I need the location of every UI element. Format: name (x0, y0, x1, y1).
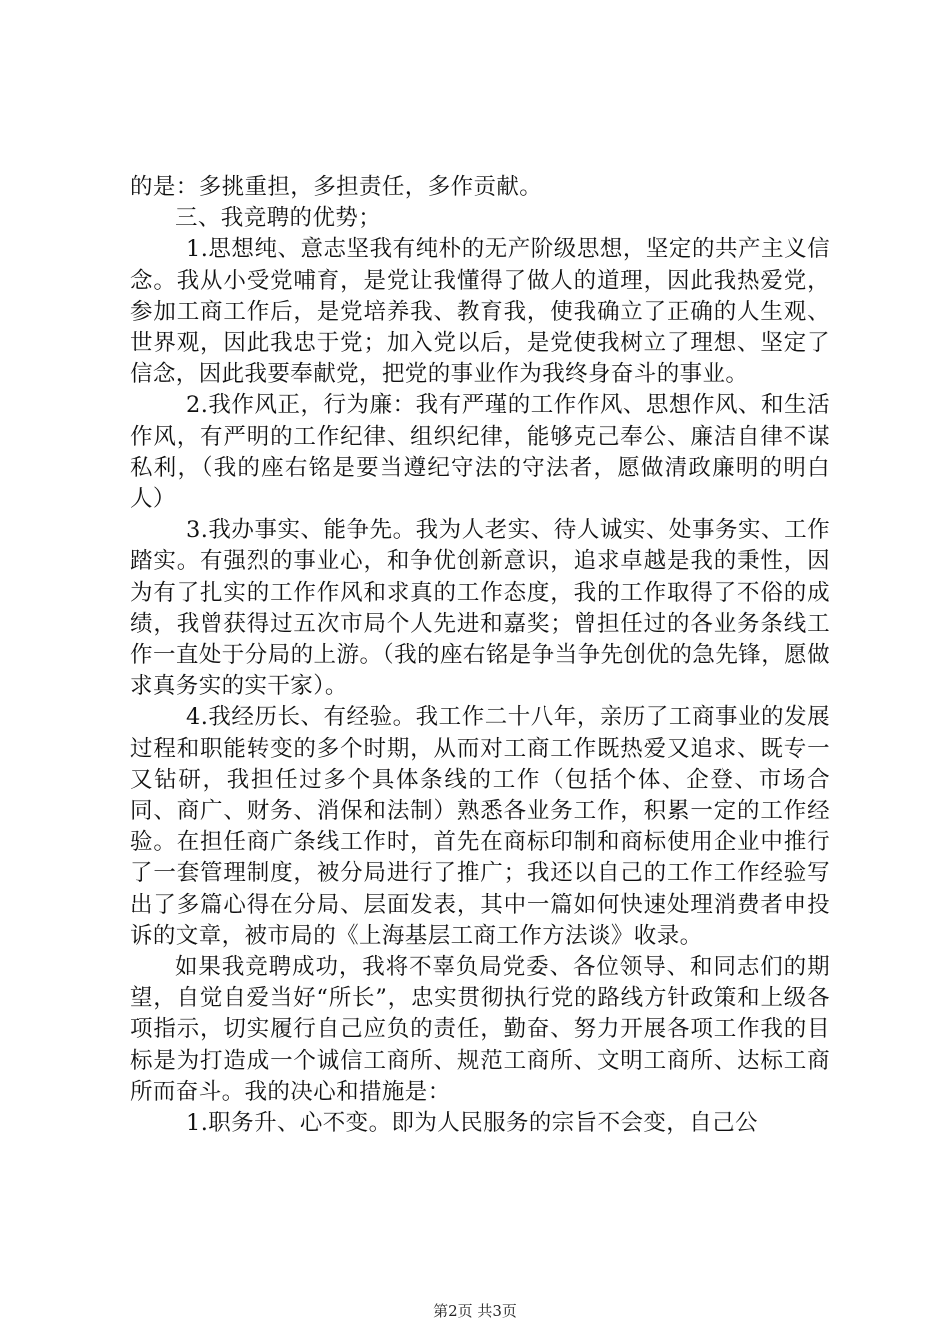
paragraph-measure-1: 1.职务升、心不变。即为人民服务的宗旨不会变，自己公 (186, 1110, 758, 1137)
document-body (130, 172, 830, 1139)
paragraph-goals: 如果我竞聘成功，我将不辜负局党委、各位领导、和同志们的期望，自觉自爱当好“所长”，忠实贯彻执行党的路线方针政策和上级各项指示，切实履行自己应负的责任，勤奋、努力开展各项工作我的目标是为打造成一个诚信工商所、规范工商所、文明工商所、达标工商所而奋斗。我的决心和措施是： (130, 954, 830, 1105)
page-number-footer: 第2页 共3页 (433, 1302, 517, 1320)
paragraph-advantage-3: 3.我办事实、能争先。我为人老实、待人诚实、处事务实、工作踏实。有强烈的事业心，和争优创新意识，追求卓越是我的秉性，因为有了扎实的工作作风和求真的工作态度，我的工作取得了不俗的成绩，我曾获得过五次市局个人先进和嘉奖；曾担任过的各业务条线工作一直处于分局的上游。（我的座右铭是争当争先创优的急先锋，愿做求真务实的实干家）。 (130, 517, 830, 700)
paragraph-continuation: 的是：多挑重担，多担责任，多作贡献。 (130, 174, 543, 200)
paragraph-advantage-2: 2.我作风正，行为廉：我有严瑾的工作作风、思想作风、和生活作风，有严明的工作纪律、组织纪律，能够克己奉公、廉洁自律不谋私利，（我的座右铭是要当遵纪守法的守法者，愿做清政廉明的明白人） (130, 392, 830, 513)
section-heading-advantages: 三、我竞聘的优势； (175, 205, 382, 232)
paragraph-advantage-1: 1.思想纯、意志坚我有纯朴的无产阶级思想，坚定的共产主义信念。我从小受党哺育，是党让我懂得了做人的道理，因此我热爱党，参加工商工作后，是党培养我、教育我，使我确立了正确的人生观、世界观，因此我忠于党；加入党以后，是党使我树立了理想、坚定了信念，因此我要奉献党，把党的事业作为我终身奋斗的事业。 (130, 236, 830, 388)
paragraph-advantage-4: 4.我经历长、有经验。我工作二十八年，亲历了工商事业的发展过程和职能转变的多个时期，从而对工商工作既热爱又追求、既专一又钻研，我担任过多个具体条线的工作（包括个体、企登、市场合同、商广、财务、消保和法制）熟悉各业务工作，积累一定的工作经验。在担任商广条线工作时，首先在商标印制和商标使用企业中推行了一套管理制度，被分局进行了推广；我还以自己的工作工作经验写出了多篇心得在分局、层面发表，其中一篇如何快速处理消费者申投诉的文章，被市局的《上海基层工商工作方法谈》收录。 (130, 704, 830, 949)
